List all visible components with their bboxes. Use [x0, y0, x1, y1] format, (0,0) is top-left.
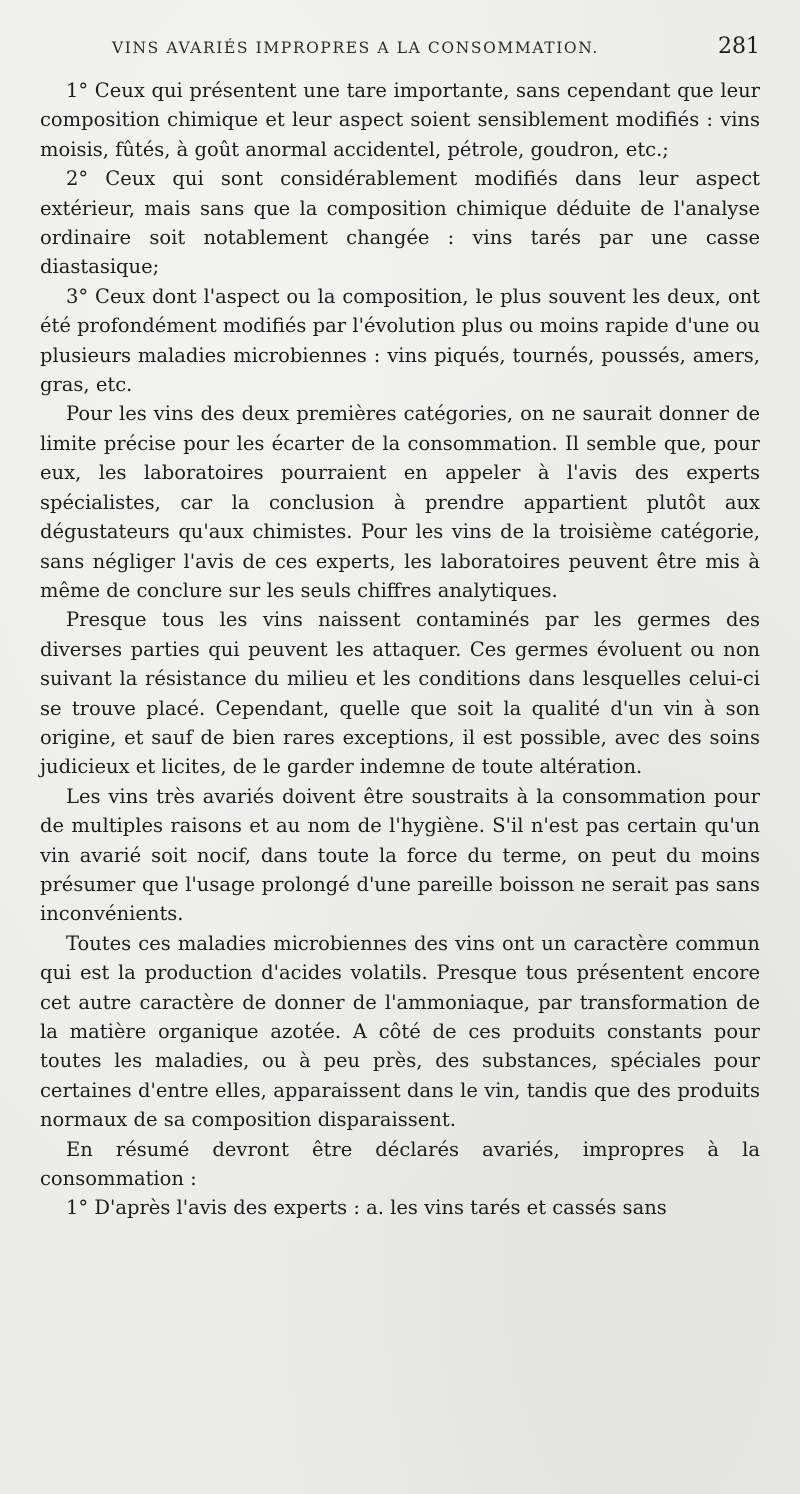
paragraph-first-two-categories: Pour les vins des deux premières catégories, on ne saurait donner de limite précise pour les écarter de la consommation. Il semble que, pour eux, les laboratoires pourraient en appeler à l'avis des experts spécialistes, car la conclusion à prendre appartient plutôt aux dégustateurs qu'aux chimistes. Pour les vins de la troisième catégorie, sans négliger l'avis de ces experts, les laboratoires peuvent être mis à même de conclure sur les seuls chiffres analytiques.: [40, 402, 760, 602]
running-title: VINS AVARIÉS IMPROPRES A LA CONSOMMATION.: [112, 39, 599, 57]
paragraph-category-1: 1° Ceux qui présentent une tare importante, sans cependant que leur composition chimique et leur aspect soient sensiblement modifiés : vins moisis, fûtés, à goût anormal accidentel, pétrole, goudron, etc.;: [40, 79, 760, 161]
paragraph-volatile-acids: Toutes ces maladies microbiennes des vins ont un caractère commun qui est la production d'acides volatils. Presque tous présentent encore cet autre caractère de donner de l'ammoniaque, par transformation de la matière organique azotée. A côté de ces produits constants pour toutes les maladies, ou à peu près, des substances, spéciales pour certaines d'entre elles, apparaissent dans le vin, tandis que des produits normaux de sa composition disparaissent.: [40, 931, 760, 1132]
page-number: 281: [718, 34, 760, 59]
paragraph-hygiene: Les vins très avariés doivent être soustraits à la consommation pour de multiples raisons et au nom de l'hygiène. S'il n'est pas certain qu'un vin avarié soit nocif, dans toute la force du terme, on peut du moins présumer que l'usage prolongé d'une pareille boisson ne serait pas sans inconvénients.: [40, 784, 760, 926]
paragraph-category-3: 3° Ceux dont l'aspect ou la composition, le plus souvent les deux, ont été profondément modifiés par l'évolution plus ou moins rapide d'une ou plusieurs maladies microbiennes : vins piqués, tournés, poussés, amers, gras, etc.: [40, 284, 760, 397]
paragraph-summary: En résumé devront être déclarés avariés, impropres à la consommation :: [40, 1137, 760, 1191]
page-header: [112, 34, 760, 68]
paragraph-category-2: 2° Ceux qui sont considérablement modifiés dans leur aspect extérieur, mais sans que la composition chimique déduite de l'analyse ordinaire soit notablement changée : vins tarés par une casse diastasique;: [40, 167, 760, 279]
body-text: [40, 76, 760, 1223]
paragraph-contamination: Presque tous les vins naissent contaminés par les germes des diverses parties qui peuvent les attaquer. Ces germes évoluent ou non suivant la résistance du milieu et les conditions dans lesquelles celui-ci se trouve placé. Cependant, quelle que soit la qualité d'un vin à son origine, et sauf de bien rares exceptions, il est possible, avec des soins judicieux et licites, de le garder indemne de toute altération.: [40, 608, 760, 779]
paragraph-experts-opinion: 1° D'après l'avis des experts : a. les vins tarés et cassés sans: [66, 1196, 667, 1220]
